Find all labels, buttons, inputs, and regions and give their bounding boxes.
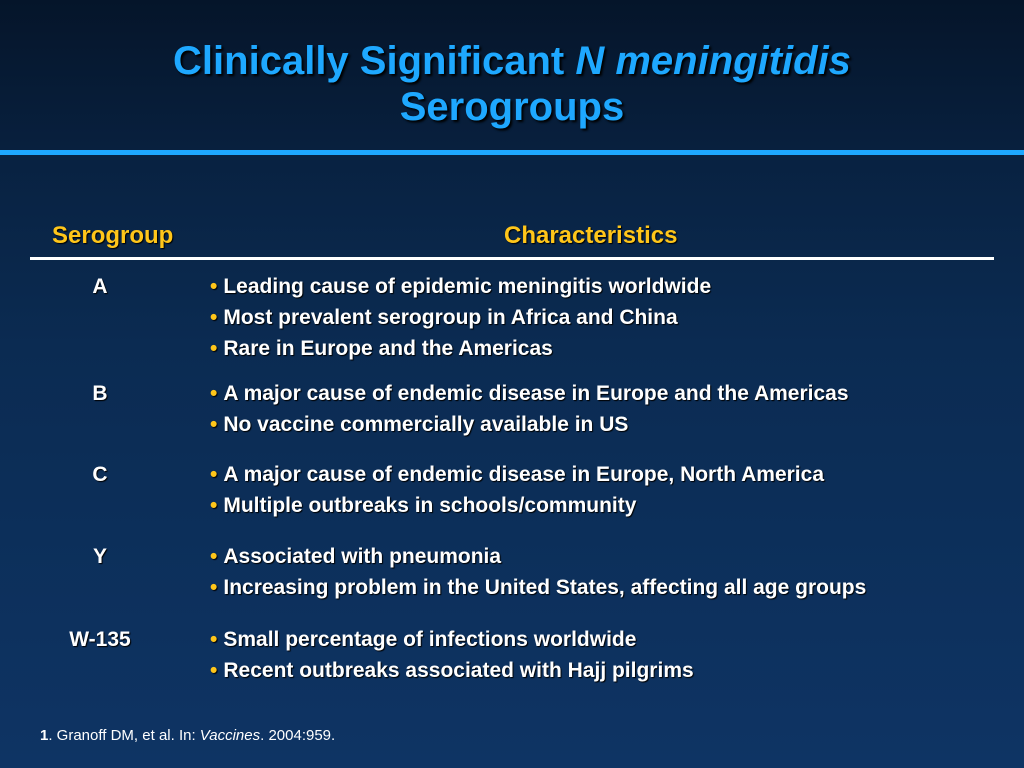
characteristics-cell <box>210 271 1020 364</box>
title-part-1: Clinically Significant <box>173 39 576 83</box>
bullet-icon: • <box>210 463 218 486</box>
bullet-text: Leading cause of epidemic meningitis worldwide <box>223 275 712 298</box>
bullet-icon: • <box>210 306 218 329</box>
bullet-text: Recent outbreaks associated with Hajj pilgrims <box>223 659 694 682</box>
bullet-icon: • <box>210 659 218 682</box>
title-line-2: Serogroups <box>399 85 625 129</box>
bullet-item <box>210 459 1020 490</box>
bullet-icon: • <box>210 337 218 360</box>
footnote-citation <box>40 727 335 744</box>
bullet-text: Most prevalent serogroup in Africa and China <box>223 306 678 329</box>
characteristics-cell <box>210 624 1020 686</box>
bullet-item <box>210 624 1020 655</box>
bullet-item <box>210 490 1020 521</box>
serogroup-cell: Y <box>92 545 107 568</box>
bullet-icon: • <box>210 382 218 405</box>
column-header-serogroup: Serogroup <box>52 222 174 249</box>
title-organism: N meningitidis <box>575 39 851 83</box>
title-line-1 <box>0 38 1024 84</box>
characteristics-cell <box>210 378 1020 440</box>
bullet-item <box>210 271 1020 302</box>
bullet-icon: • <box>210 413 218 436</box>
bullet-text: Associated with pneumonia <box>223 545 502 568</box>
title-divider <box>0 150 1024 155</box>
bullet-item <box>210 572 1020 603</box>
bullet-text: Increasing problem in the United States, affecting all age groups <box>223 576 867 599</box>
bullet-item <box>210 333 1020 364</box>
bullet-text: A major cause of endemic disease in Europe and the Americas <box>223 382 849 405</box>
characteristics-cell <box>210 459 1020 521</box>
column-header-characteristics: Characteristics <box>504 222 678 249</box>
bullet-text: Small percentage of infections worldwide <box>223 628 637 651</box>
bullet-item <box>210 378 1020 409</box>
slide-title <box>0 38 1024 130</box>
bullet-text: Multiple outbreaks in schools/community <box>223 494 637 517</box>
bullet-icon: • <box>210 576 218 599</box>
bullet-item <box>210 655 1020 686</box>
serogroup-cell: W-135 <box>69 628 131 651</box>
bullet-icon: • <box>210 628 218 651</box>
serogroup-cell: B <box>92 382 108 405</box>
bullet-item <box>210 302 1020 333</box>
bullet-icon: • <box>210 494 218 517</box>
table-header-divider <box>30 257 994 260</box>
title-banner <box>0 0 1024 150</box>
footnote-text-before: . Granoff DM, et al. In: <box>48 727 200 744</box>
bullet-icon: • <box>210 275 218 298</box>
footnote-number: 1 <box>40 727 49 744</box>
bullet-item <box>210 541 1020 572</box>
bullet-text: No vaccine commercially available in US <box>223 413 629 436</box>
serogroup-cell: C <box>92 463 108 486</box>
serogroup-cell: A <box>92 275 108 298</box>
footnote-book-title: Vaccines <box>199 727 261 744</box>
bullet-text: Rare in Europe and the Americas <box>223 337 553 360</box>
bullet-item <box>210 409 1020 440</box>
characteristics-cell <box>210 541 1020 603</box>
bullet-text: A major cause of endemic disease in Europe, North America <box>223 463 824 486</box>
footnote-text-after: . 2004:959. <box>260 727 336 744</box>
bullet-icon: • <box>210 545 218 568</box>
